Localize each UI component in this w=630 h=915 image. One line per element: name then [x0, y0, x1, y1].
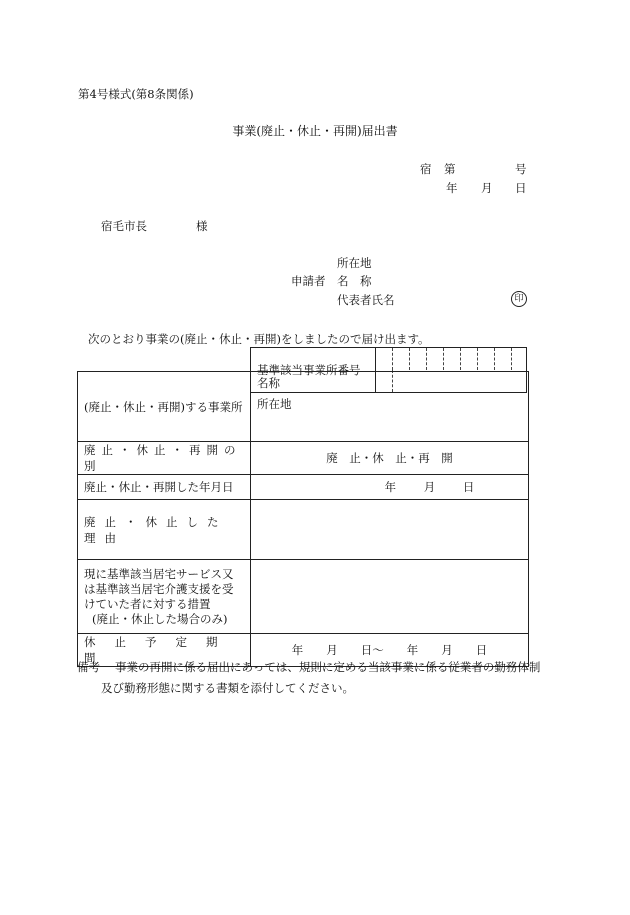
ref-go: 号 [515, 162, 527, 176]
applicant-location-label: 所在地 [337, 256, 372, 270]
addressee-name: 宿毛市長 [101, 219, 147, 233]
addressee-honorific: 様 [196, 219, 208, 233]
date-year: 年 [446, 181, 458, 195]
intro-text: 次のとおり事業の(廃止・休止・再開)をしましたので届け出ます。 [88, 332, 430, 346]
office-number-label: 基準該当事業所番号 [251, 348, 376, 393]
measures-label: 現に基準該当居宅サービス又 は基準該当居宅介護支援を受 けていた者に対する措置 (廃止・休止した場合のみ) [78, 560, 251, 634]
ref-prefix: 宿 [420, 162, 432, 176]
note-label: 備考 [77, 660, 100, 674]
date-value[interactable]: 年 月 日 [251, 475, 529, 500]
office-label: (廃止・休止・再開)する事業所 [78, 372, 251, 442]
period-value[interactable]: 年 月 日～ 年 月 日 [251, 634, 529, 667]
form-number: 第4号様式(第8条関係) [78, 87, 194, 101]
reason-label: 廃止・休止した理由 [78, 500, 251, 560]
period-label: 休止予定期間 [78, 634, 251, 667]
main-table [77, 371, 529, 667]
seal-mark: 印 [511, 290, 527, 307]
measures-value[interactable] [251, 560, 529, 634]
ref-dai: 第 [444, 162, 456, 176]
note-line-1: 事業の再開に係る届出にあっては、規則に定める当該事業に係る従業者の勤務体制 [115, 660, 541, 674]
office-location-cell[interactable] [251, 394, 529, 442]
type-label: 廃止・休止・再開の別 [78, 442, 251, 475]
date-label: 廃止・休止・再開した年月日 [78, 475, 251, 500]
applicant-representative-label: 代表者氏名 [337, 293, 395, 307]
applicant-label: 申請者 [291, 274, 326, 288]
reason-value[interactable] [251, 500, 529, 560]
date-month: 月 [481, 181, 493, 195]
form-title: 事業(廃止・休止・再開)届出書 [232, 124, 398, 138]
type-value[interactable]: 廃 止・休 止・再 開 [251, 442, 529, 475]
office-location-label: 所在地 [257, 396, 292, 411]
applicant-name-label: 名 称 [337, 274, 372, 288]
office-name-cell[interactable] [251, 372, 529, 394]
office-name-label: 名称 [257, 375, 280, 390]
note-line-2: 及び勤務形態に関する書類を添付してください。 [101, 681, 354, 695]
date-day: 日 [515, 181, 527, 195]
